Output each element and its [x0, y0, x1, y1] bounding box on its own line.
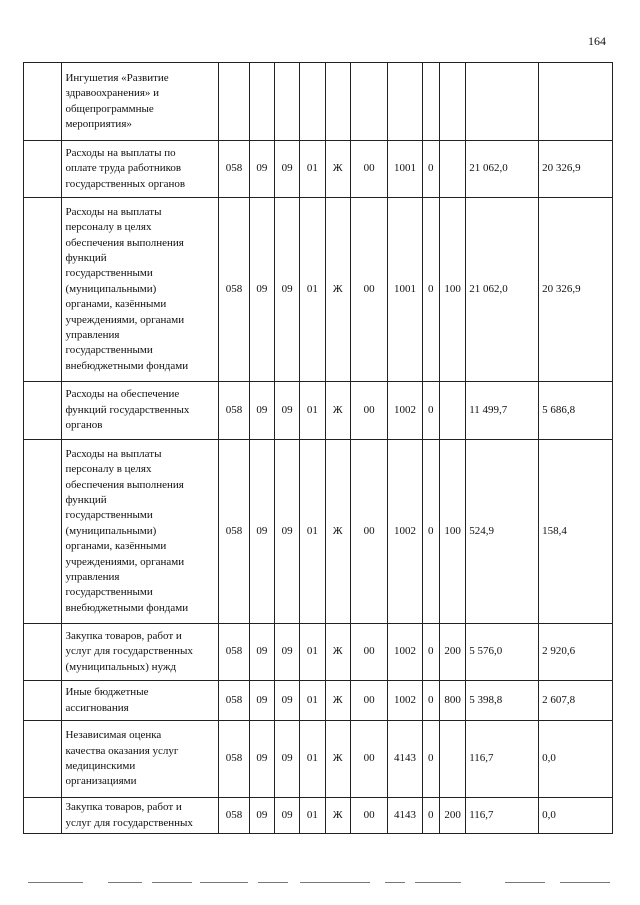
event-code: 00 — [350, 681, 387, 721]
extra-code: 0 — [422, 141, 439, 198]
executed-amount: 2 920,6 — [539, 624, 613, 681]
planned-amount: 5 398,8 — [466, 681, 539, 721]
section-code — [249, 63, 274, 141]
subprogram-code: Ж — [325, 440, 350, 624]
program-code: 01 — [300, 382, 325, 440]
table-row — [24, 63, 613, 141]
direction-code: 1002 — [388, 440, 422, 624]
subprogram-code: Ж — [325, 198, 350, 382]
program-code: 01 — [300, 624, 325, 681]
subsection-code — [274, 63, 299, 141]
subsection-code: 09 — [274, 681, 299, 721]
planned-amount: 116,7 — [466, 798, 539, 834]
program-code: 01 — [300, 198, 325, 382]
section-code: 09 — [249, 382, 274, 440]
section-code: 09 — [249, 440, 274, 624]
executed-amount: 0,0 — [539, 798, 613, 834]
table-row — [24, 681, 613, 721]
section-code: 09 — [249, 721, 274, 798]
direction-code: 1001 — [388, 198, 422, 382]
row-name: Закупка товаров, работ и услуг для государственных (муниципальных) нужд — [62, 624, 219, 681]
subprogram-code: Ж — [325, 798, 350, 834]
subsection-code: 09 — [274, 624, 299, 681]
planned-amount: 11 499,7 — [466, 382, 539, 440]
planned-amount: 21 062,0 — [466, 141, 539, 198]
extra-code: 0 — [422, 198, 439, 382]
subprogram-code: Ж — [325, 141, 350, 198]
executed-amount: 2 607,8 — [539, 681, 613, 721]
section-code: 09 — [249, 141, 274, 198]
ministry-code: 058 — [219, 198, 249, 382]
subsection-code: 09 — [274, 721, 299, 798]
event-code: 00 — [350, 141, 387, 198]
ministry-code: 058 — [219, 624, 249, 681]
section-code: 09 — [249, 624, 274, 681]
direction-code: 4143 — [388, 721, 422, 798]
extra-code: 0 — [422, 721, 439, 798]
row-name: Расходы на выплаты персоналу в целях обеспечения выполнения функций государственными (муниципальными) органами, казёнными учреждениями, органами управления государственными внебюджетными фондами — [62, 198, 219, 382]
row-name: Независимая оценка качества оказания услуг медицинскими организациями — [62, 721, 219, 798]
table-row — [24, 198, 613, 382]
table-row — [24, 721, 613, 798]
scan-bottom-marks — [0, 880, 640, 886]
row-num-cell — [24, 63, 62, 141]
event-code — [350, 63, 387, 141]
ministry-code: 058 — [219, 141, 249, 198]
row-name: Закупка товаров, работ и услуг для государственных — [62, 798, 219, 834]
planned-amount: 116,7 — [466, 721, 539, 798]
subprogram-code: Ж — [325, 624, 350, 681]
row-name: Расходы на обеспечение функций государственных органов — [62, 382, 219, 440]
program-code: 01 — [300, 681, 325, 721]
subprogram-code: Ж — [325, 721, 350, 798]
row-num-cell — [24, 721, 62, 798]
executed-amount: 5 686,8 — [539, 382, 613, 440]
ministry-code: 058 — [219, 382, 249, 440]
subsection-code: 09 — [274, 798, 299, 834]
table-row — [24, 141, 613, 198]
program-code: 01 — [300, 440, 325, 624]
extra-code: 0 — [422, 440, 439, 624]
extra-code: 0 — [422, 798, 439, 834]
row-name: Иные бюджетные ассигнования — [62, 681, 219, 721]
row-name: Расходы на выплаты персоналу в целях обеспечения выполнения функций государственными (муниципальными) органами, казёнными учреждениями, органами управления государственными внебюджетными фондами — [62, 440, 219, 624]
direction-code: 1002 — [388, 382, 422, 440]
expense-type-code: 200 — [439, 624, 465, 681]
expense-type-code — [439, 63, 465, 141]
program-code: 01 — [300, 798, 325, 834]
subprogram-code: Ж — [325, 382, 350, 440]
subprogram-code — [325, 63, 350, 141]
extra-code — [422, 63, 439, 141]
executed-amount: 158,4 — [539, 440, 613, 624]
direction-code: 1001 — [388, 141, 422, 198]
table-row — [24, 624, 613, 681]
budget-table — [23, 62, 613, 834]
subprogram-code: Ж — [325, 681, 350, 721]
table-row — [24, 382, 613, 440]
subsection-code: 09 — [274, 198, 299, 382]
row-num-cell — [24, 798, 62, 834]
ministry-code: 058 — [219, 440, 249, 624]
event-code: 00 — [350, 721, 387, 798]
event-code: 00 — [350, 798, 387, 834]
expense-type-code — [439, 141, 465, 198]
row-name: Ингушетия «Развитие здравоохранения» и общепрограммные мероприятия» — [62, 63, 219, 141]
extra-code: 0 — [422, 624, 439, 681]
row-num-cell — [24, 198, 62, 382]
program-code: 01 — [300, 721, 325, 798]
planned-amount: 5 576,0 — [466, 624, 539, 681]
ministry-code — [219, 63, 249, 141]
executed-amount: 20 326,9 — [539, 141, 613, 198]
row-num-cell — [24, 624, 62, 681]
direction-code: 1002 — [388, 681, 422, 721]
event-code: 00 — [350, 440, 387, 624]
planned-amount: 524,9 — [466, 440, 539, 624]
row-num-cell — [24, 141, 62, 198]
event-code: 00 — [350, 198, 387, 382]
subsection-code: 09 — [274, 440, 299, 624]
executed-amount: 20 326,9 — [539, 198, 613, 382]
row-num-cell — [24, 440, 62, 624]
expense-type-code: 200 — [439, 798, 465, 834]
page-number: 164 — [588, 34, 606, 48]
expense-type-code: 100 — [439, 440, 465, 624]
row-num-cell — [24, 681, 62, 721]
direction-code — [388, 63, 422, 141]
row-name: Расходы на выплаты по оплате труда работников государственных органов — [62, 141, 219, 198]
planned-amount — [466, 63, 539, 141]
table-row — [24, 440, 613, 624]
program-code — [300, 63, 325, 141]
expense-type-code: 100 — [439, 198, 465, 382]
program-code: 01 — [300, 141, 325, 198]
expense-type-code: 800 — [439, 681, 465, 721]
section-code: 09 — [249, 681, 274, 721]
expense-type-code — [439, 721, 465, 798]
row-num-cell — [24, 382, 62, 440]
direction-code: 4143 — [388, 798, 422, 834]
subsection-code: 09 — [274, 141, 299, 198]
planned-amount: 21 062,0 — [466, 198, 539, 382]
executed-amount — [539, 63, 613, 141]
ministry-code: 058 — [219, 721, 249, 798]
section-code: 09 — [249, 198, 274, 382]
extra-code: 0 — [422, 382, 439, 440]
event-code: 00 — [350, 382, 387, 440]
event-code: 00 — [350, 624, 387, 681]
expense-type-code — [439, 382, 465, 440]
extra-code: 0 — [422, 681, 439, 721]
executed-amount: 0,0 — [539, 721, 613, 798]
table-row — [24, 798, 613, 834]
subsection-code: 09 — [274, 382, 299, 440]
direction-code: 1002 — [388, 624, 422, 681]
ministry-code: 058 — [219, 798, 249, 834]
section-code: 09 — [249, 798, 274, 834]
ministry-code: 058 — [219, 681, 249, 721]
